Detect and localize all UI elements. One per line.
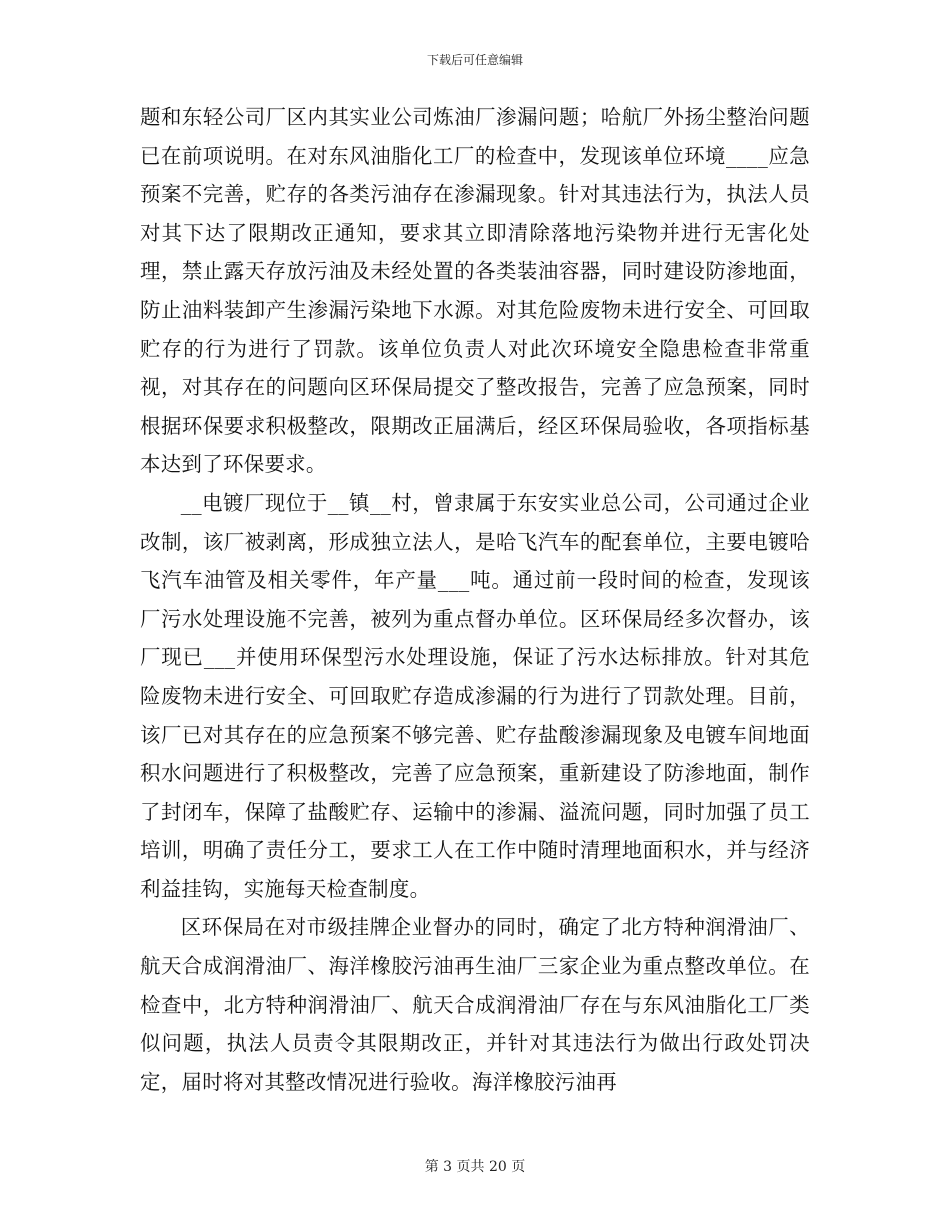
paragraph: 区环保局在对市级挂牌企业督办的同时，确定了北方特种润滑油厂、航天合成润滑油厂、海洋橡胶污油再生油厂三家企业为重点整改单位。在检查中，北方特种润滑油厂、航天合成润滑油厂存在与东风油脂化工厂类似问题，执法人员责令其限期改正，并针对其违法行为做出行政处罚决定，届时将对其整改情况进行验收。海洋橡胶污油再 bbox=[140, 915, 810, 1094]
page-header: 下载后可任意编辑 bbox=[426, 53, 523, 67]
page-footer: 第 3 页共 20 页 bbox=[424, 1159, 526, 1175]
document-body bbox=[140, 98, 810, 1101]
paragraph: 题和东轻公司厂区内其实业公司炼油厂渗漏问题；哈航厂外扬尘整治问题已在前项说明。在对东风油脂化工厂的检查中，发现该单位环境____应急预案不完善，贮存的各类污油存在渗漏现象。针对其违法行为，执法人员对其下达了限期改正通知，要求其立即清除落地污染物并进行无害化处理，禁止露天存放污油及未经处置的各类装油容器，同时建设防渗地面，防止油料装卸产生渗漏污染地下水源。对其危险废物未进行安全、可回取贮存的行为进行了罚款。该单位负责人对此次环境安全隐患检查非常重视，对其存在的问题向区环保局提交了整改报告，完善了应急预案，同时根据环保要求积极整改，限期改正届满后，经区环保局验收，各项指标基本达到了环保要求。 bbox=[140, 105, 810, 477]
paragraph: __电镀厂现位于__镇__村，曾隶属于东安实业总公司，公司通过企业改制，该厂被剥离，形成独立法人，是哈飞汽车的配套单位，主要电镀哈飞汽车油管及相关零件，年产量___吨。通过前一段时间的检查，发现该厂污水处理设施不完善，被列为重点督办单位。区环保局经多次督办，该厂现已___并使用环保型污水处理设施，保证了污水达标排放。针对其危险废物未进行安全、可回取贮存造成渗漏的行为进行了罚款处理。目前，该厂已对其存在的应急预案不够完善、贮存盐酸渗漏现象及电镀车间地面积水问题进行了积极整改，完善了应急预案，重新建设了防渗地面，制作了封闭车，保障了盐酸贮存、运输中的渗漏、溢流问题，同时加强了员工培训，明确了责任分工，要求工人在工作中随时清理地面积水，并与经济利益挂钩，实施每天检查制度。 bbox=[140, 490, 810, 901]
